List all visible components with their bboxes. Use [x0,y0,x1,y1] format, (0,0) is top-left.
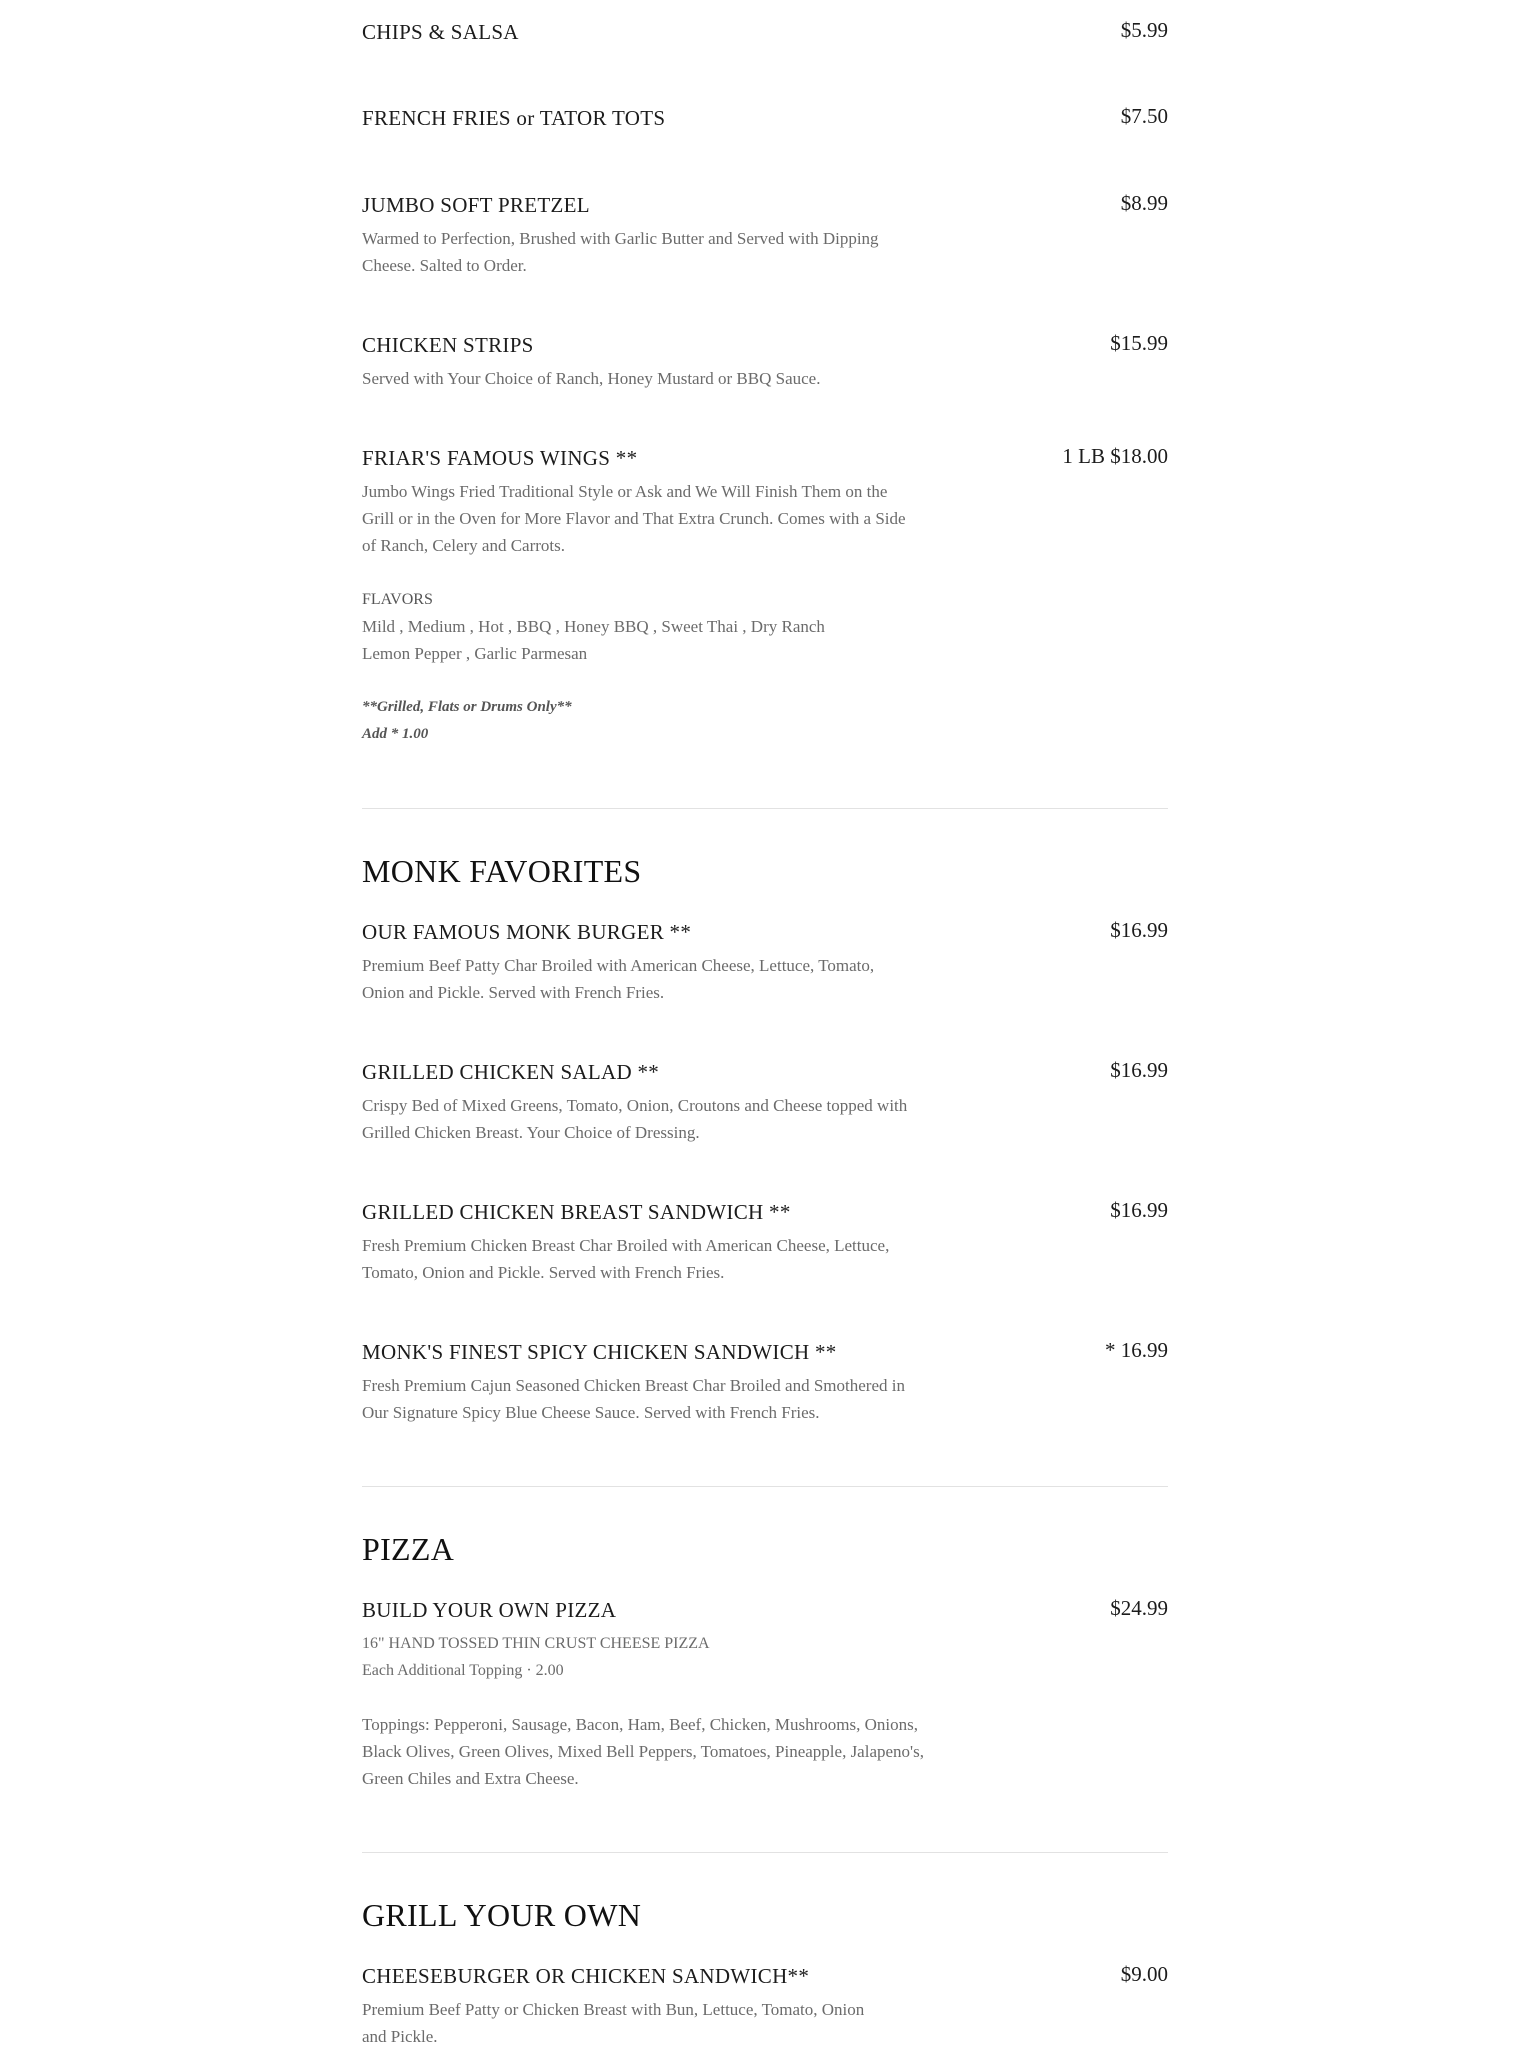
item-name: GRILLED CHICKEN SALAD ** [362,1060,660,1084]
section-divider [362,1852,1168,1853]
menu-item-monk-burger [362,918,1168,1006]
item-name: GRILLED CHICKEN BREAST SANDWICH ** [362,1200,791,1224]
item-description: Served with Your Choice of Ranch, Honey Mustard or BBQ Sauce. [362,369,821,388]
item-name: CHICKEN STRIPS [362,333,534,357]
menu-item-chips-salsa [362,18,1168,46]
item-price: $8.99 [1120,191,1168,215]
item-name: MONK'S FINEST SPICY CHICKEN SANDWICH ** [362,1340,837,1364]
item-description: Jumbo Wings Fried Traditional Style or Ask and We Will Finish Them on the Grill or in the Oven for More Flavor and That Extra Crunch. Comes with a Side of Ranch, Celery and Carrots. [362,482,906,555]
item-description: Crispy Bed of Mixed Greens, Tomato, Onion, Croutons and Cheese topped with Grilled Chicken Breast. Your Choice of Dressing. [362,1096,908,1142]
section-title-monk-favorites: MONK FAVORITES [362,853,642,889]
menu-item-friars-famous-wings [362,444,1168,748]
item-name: JUMBO SOFT PRETZEL [362,193,590,217]
section-title-pizza: PIZZA [362,1531,455,1567]
item-name: CHEESEBURGER OR CHICKEN SANDWICH** [362,1964,810,1988]
toppings-list: Toppings: Pepperoni, Sausage, Bacon, Ham, Beef, Chicken, Mushrooms, Onions, Black Olives, Green Olives, Mixed Bell Peppers, Tomatoes, Pineapple, Jalapeno's, Green Chiles and Extra Cheese. [362,1715,924,1788]
item-name: OUR FAMOUS MONK BURGER ** [362,920,692,944]
menu-item-grilled-chicken-breast-sandwich [362,1198,1168,1286]
section-divider [362,1486,1168,1487]
menu-item-jumbo-soft-pretzel [362,191,1168,279]
item-description: 16" HAND TOSSED THIN CRUST CHEESE PIZZA Each Additional Topping · 2.00 [362,1635,710,1679]
flavors-heading: FLAVORS [362,591,433,608]
wings-addon-note: Add * 1.00 [362,726,429,742]
item-name: BUILD YOUR OWN PIZZA [362,1598,617,1622]
menu-item-spicy-chicken-sandwich [362,1338,1168,1426]
item-price: * 16.99 [1105,1338,1168,1362]
menu-item-cheeseburger-or-chicken-sandwich [362,1962,1168,2050]
menu-item-chicken-strips [362,331,1168,392]
menu-item-grilled-chicken-salad [362,1058,1168,1146]
item-description: Fresh Premium Chicken Breast Char Broiled with American Cheese, Lettuce, Tomato, Onion and Pickle. Served with French Fries. [362,1236,890,1282]
section-divider [362,808,1168,809]
item-name: FRIAR'S FAMOUS WINGS ** [362,446,638,470]
item-price: $9.00 [1120,1962,1168,1986]
wings-note: **Grilled, Flats or Drums Only** [362,699,572,715]
item-price: $7.50 [1120,104,1168,128]
section-title-grill-your-own: GRILL YOUR OWN [362,1897,642,1933]
item-name: FRENCH FRIES or TATOR TOTS [362,106,666,130]
item-price: 1 LB $18.00 [1062,444,1168,468]
flavors-list: Mild , Medium , Hot , BBQ , Honey BBQ , Sweet Thai , Dry Ranch Lemon Pepper , Garlic Parmesan [362,617,825,663]
item-name: CHIPS & SALSA [362,20,519,44]
item-price: $5.99 [1120,18,1168,42]
item-price: $24.99 [1110,1596,1168,1620]
item-price: $15.99 [1110,331,1168,355]
menu-item-build-your-own-pizza [362,1596,1168,1792]
item-price: $16.99 [1110,918,1168,942]
item-price: $16.99 [1110,1198,1168,1222]
item-description: Premium Beef Patty or Chicken Breast with Bun, Lettuce, Tomato, Onion and Pickle. [362,2000,865,2046]
item-description: Premium Beef Patty Char Broiled with American Cheese, Lettuce, Tomato, Onion and Pickle. Served with French Fries. [362,956,875,1002]
item-description: Fresh Premium Cajun Seasoned Chicken Breast Char Broiled and Smothered in Our Signature Spicy Blue Cheese Sauce. Served with French Fries. [362,1376,905,1422]
item-description: Warmed to Perfection, Brushed with Garlic Butter and Served with Dipping Cheese. Salted to Order. [362,229,879,275]
menu-item-french-fries [362,104,1168,132]
item-price: $16.99 [1110,1058,1168,1082]
